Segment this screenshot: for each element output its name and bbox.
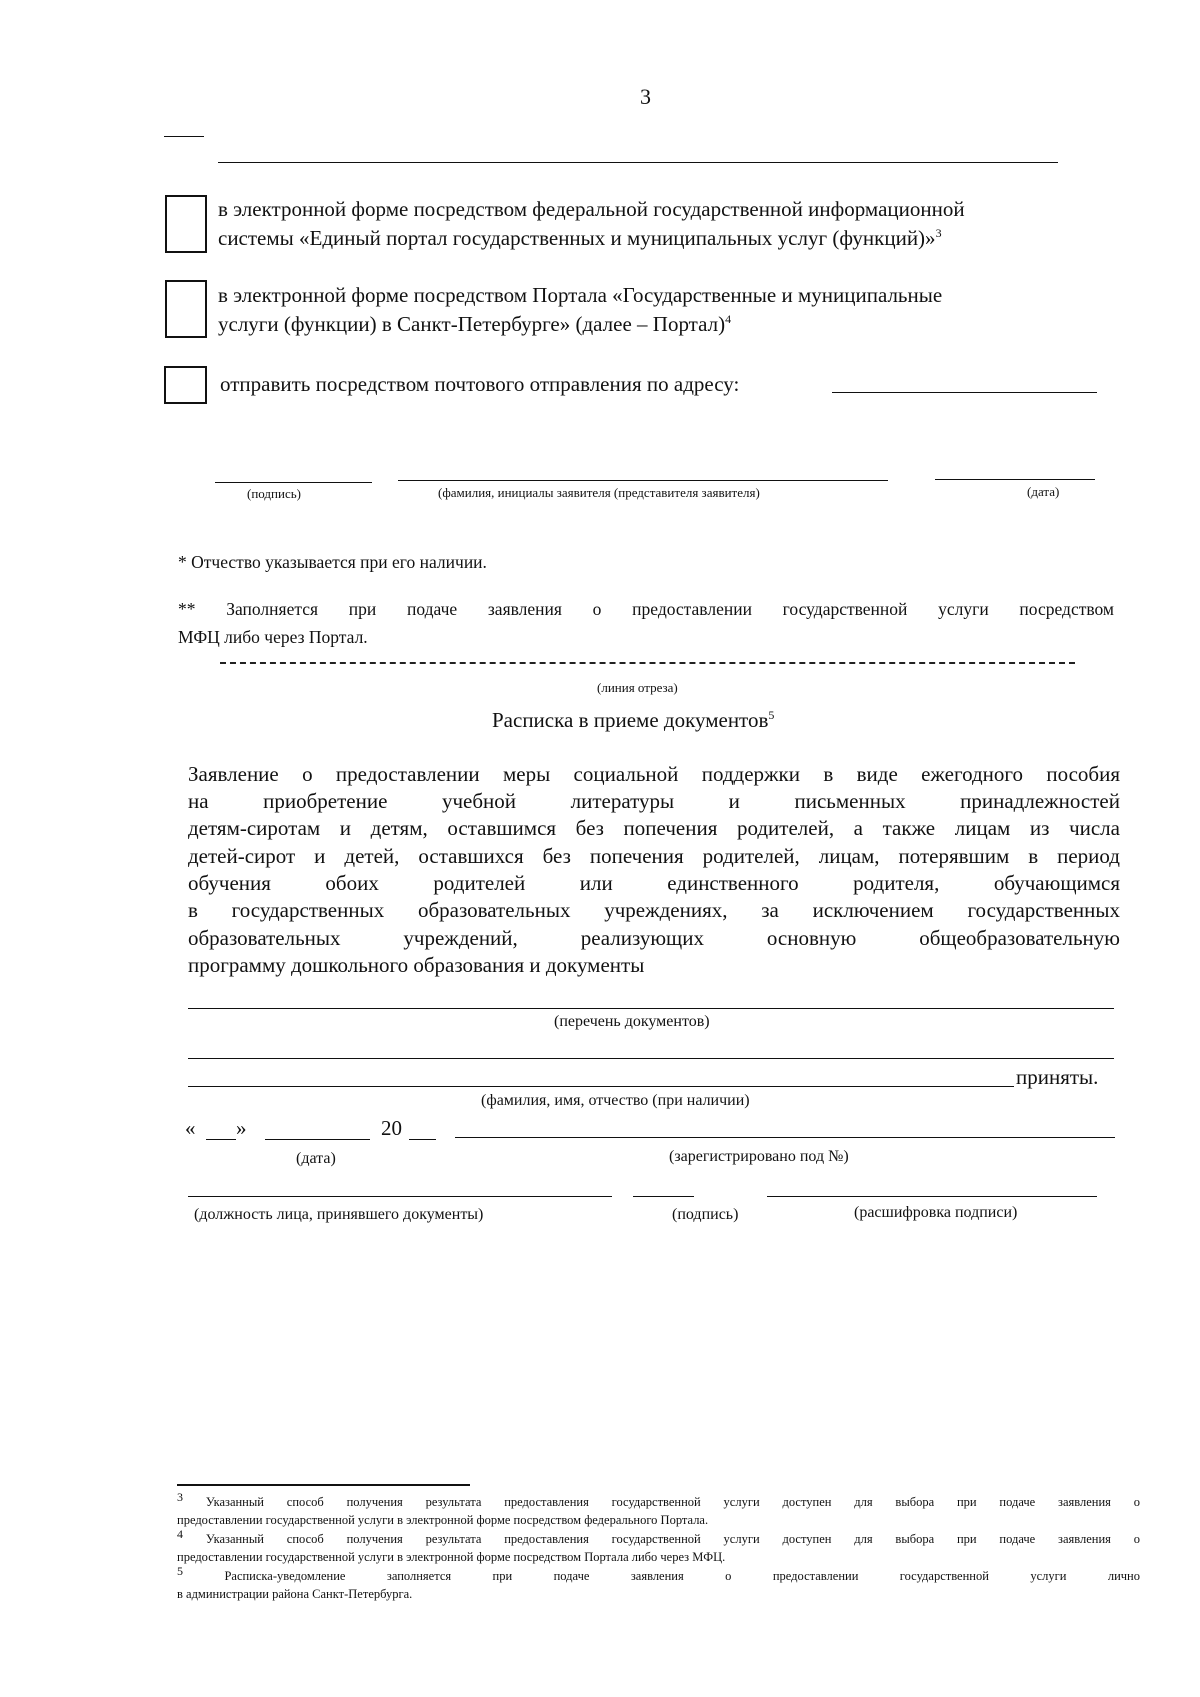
footnote-3-line2: предоставлении государственной услуги в электронной форме посредством федерального Портала. <box>177 1513 709 1527</box>
signature-caption: (подпись) <box>247 486 301 501</box>
year-line[interactable] <box>409 1139 436 1140</box>
footnote-ref-3: 3 <box>935 226 942 240</box>
fio-line[interactable] <box>188 1086 1014 1087</box>
footnote-4-line1: $^4$ Указанный способ получения результата предоставления государственной услуги доступен для выбора при подаче заявления о <box>177 1526 1141 1546</box>
footnote-ref-4: 4 <box>725 312 732 326</box>
official-signature-caption: (подпись) <box>672 1206 739 1223</box>
option-epgu-line2: системы «Единый портал государственных и муниципальных услуг (функций)»$^3$ <box>218 226 942 250</box>
note-mfc-line2: МФЦ либо через Портал. <box>178 627 368 647</box>
footnote-3-marker: 3 <box>177 1489 183 1504</box>
cut-line <box>220 662 1075 664</box>
accepted-label: приняты. <box>1016 1065 1099 1089</box>
footnote-separator <box>177 1484 470 1486</box>
receipt-body-line-1: Заявление о предоставлении меры социальной поддержки в виде ежегодного пособия <box>188 762 1120 786</box>
signature-line[interactable] <box>215 482 372 483</box>
footnote-5-line1: $^5$ Расписка-уведомление заполняется при подаче заявления о предоставлении государственной услуги лично <box>177 1563 1140 1583</box>
fio-caption: (фамилия, имя, отчество (при наличии) <box>481 1092 750 1109</box>
month-line[interactable] <box>265 1139 370 1140</box>
documents-caption: (перечень документов) <box>554 1013 710 1030</box>
option-mail-checkbox[interactable] <box>164 366 207 404</box>
option-epgu-checkbox[interactable] <box>165 195 207 253</box>
footnote-5-marker: 5 <box>177 1563 183 1578</box>
footnote-4-line2: предоставлении государственной услуги в электронной форме посредством Портала либо через МФЦ. <box>177 1550 726 1564</box>
day-line[interactable] <box>206 1139 236 1140</box>
registered-caption: (зарегистрировано под №) <box>669 1148 849 1165</box>
top-long-line <box>218 162 1058 163</box>
receipt-body-line-4: детей-сирот и детей, оставшихся без попечения родителей, лицам, потерявшим в период <box>188 844 1120 868</box>
receipt-body-line-2: на приобретение учебной литературы и письменных принадлежностей <box>188 789 1120 813</box>
footnote-ref-5: 5 <box>768 708 775 722</box>
option-mail-text: отправить посредством почтового отправления по адресу: <box>220 372 740 396</box>
documents-line-1[interactable] <box>188 1008 1114 1009</box>
position-line[interactable] <box>188 1196 612 1197</box>
receipt-body-line-7: образовательных учреждений, реализующих основную общеобразовательную <box>188 926 1120 950</box>
option-epgu-line1: в электронной форме посредством федеральной государственной информационной <box>218 197 965 221</box>
date-caption: (дата) <box>1027 484 1060 499</box>
option-portal-checkbox[interactable] <box>165 280 207 338</box>
documents-line-2[interactable] <box>188 1058 1114 1059</box>
option-portal-line1: в электронной форме посредством Портала «Государственные и муниципальные <box>218 283 943 307</box>
name-line[interactable] <box>398 480 888 481</box>
option-portal-line2: услуги (функции) в Санкт-Петербурге» (далее – Портал)$^4$ <box>218 312 732 336</box>
top-short-line <box>164 136 204 137</box>
mail-address-line[interactable] <box>832 392 1097 393</box>
receipt-title: Расписка в приеме документов$^5$ <box>492 708 775 732</box>
decoding-line[interactable] <box>767 1196 1097 1197</box>
footnote-5-line2: в администрации района Санкт-Петербурга. <box>177 1587 413 1601</box>
receipt-date-caption: (дата) <box>296 1150 336 1167</box>
date-open-quote: « <box>185 1116 196 1140</box>
official-signature-line[interactable] <box>633 1196 694 1197</box>
date-line[interactable] <box>935 479 1095 480</box>
note-patronymic: * Отчество указывается при его наличии. <box>178 552 487 572</box>
note-mfc-line1: ** Заполняется при подаче заявления о предоставлении государственной услуги посредством <box>178 599 1114 619</box>
name-caption: (фамилия, инициалы заявителя (представителя заявителя) <box>438 485 760 500</box>
page-number: 3 <box>640 84 651 109</box>
decoding-caption: (расшифровка подписи) <box>854 1204 1018 1221</box>
receipt-body-line-8: программу дошкольного образования и документы <box>188 953 645 977</box>
footnote-4-marker: 4 <box>177 1526 183 1541</box>
registration-line[interactable] <box>455 1137 1115 1138</box>
receipt-body-line-3: детям-сиротам и детям, оставшимся без попечения родителей, а также лицам из числа <box>188 816 1120 840</box>
date-close-quote: » <box>236 1116 247 1140</box>
footnote-3-line1: $^3$ Указанный способ получения результата предоставления государственной услуги доступен для выбора при подаче заявления о <box>177 1489 1141 1509</box>
position-caption: (должность лица, принявшего документы) <box>194 1206 484 1223</box>
receipt-body-line-5: обучения обоих родителей или единственного родителя, обучающимся <box>188 871 1120 895</box>
year-prefix: 20 <box>381 1116 402 1140</box>
cut-line-caption: (линия отреза) <box>597 680 678 695</box>
receipt-body-line-6: в государственных образовательных учреждениях, за исключением государственных <box>188 898 1120 922</box>
